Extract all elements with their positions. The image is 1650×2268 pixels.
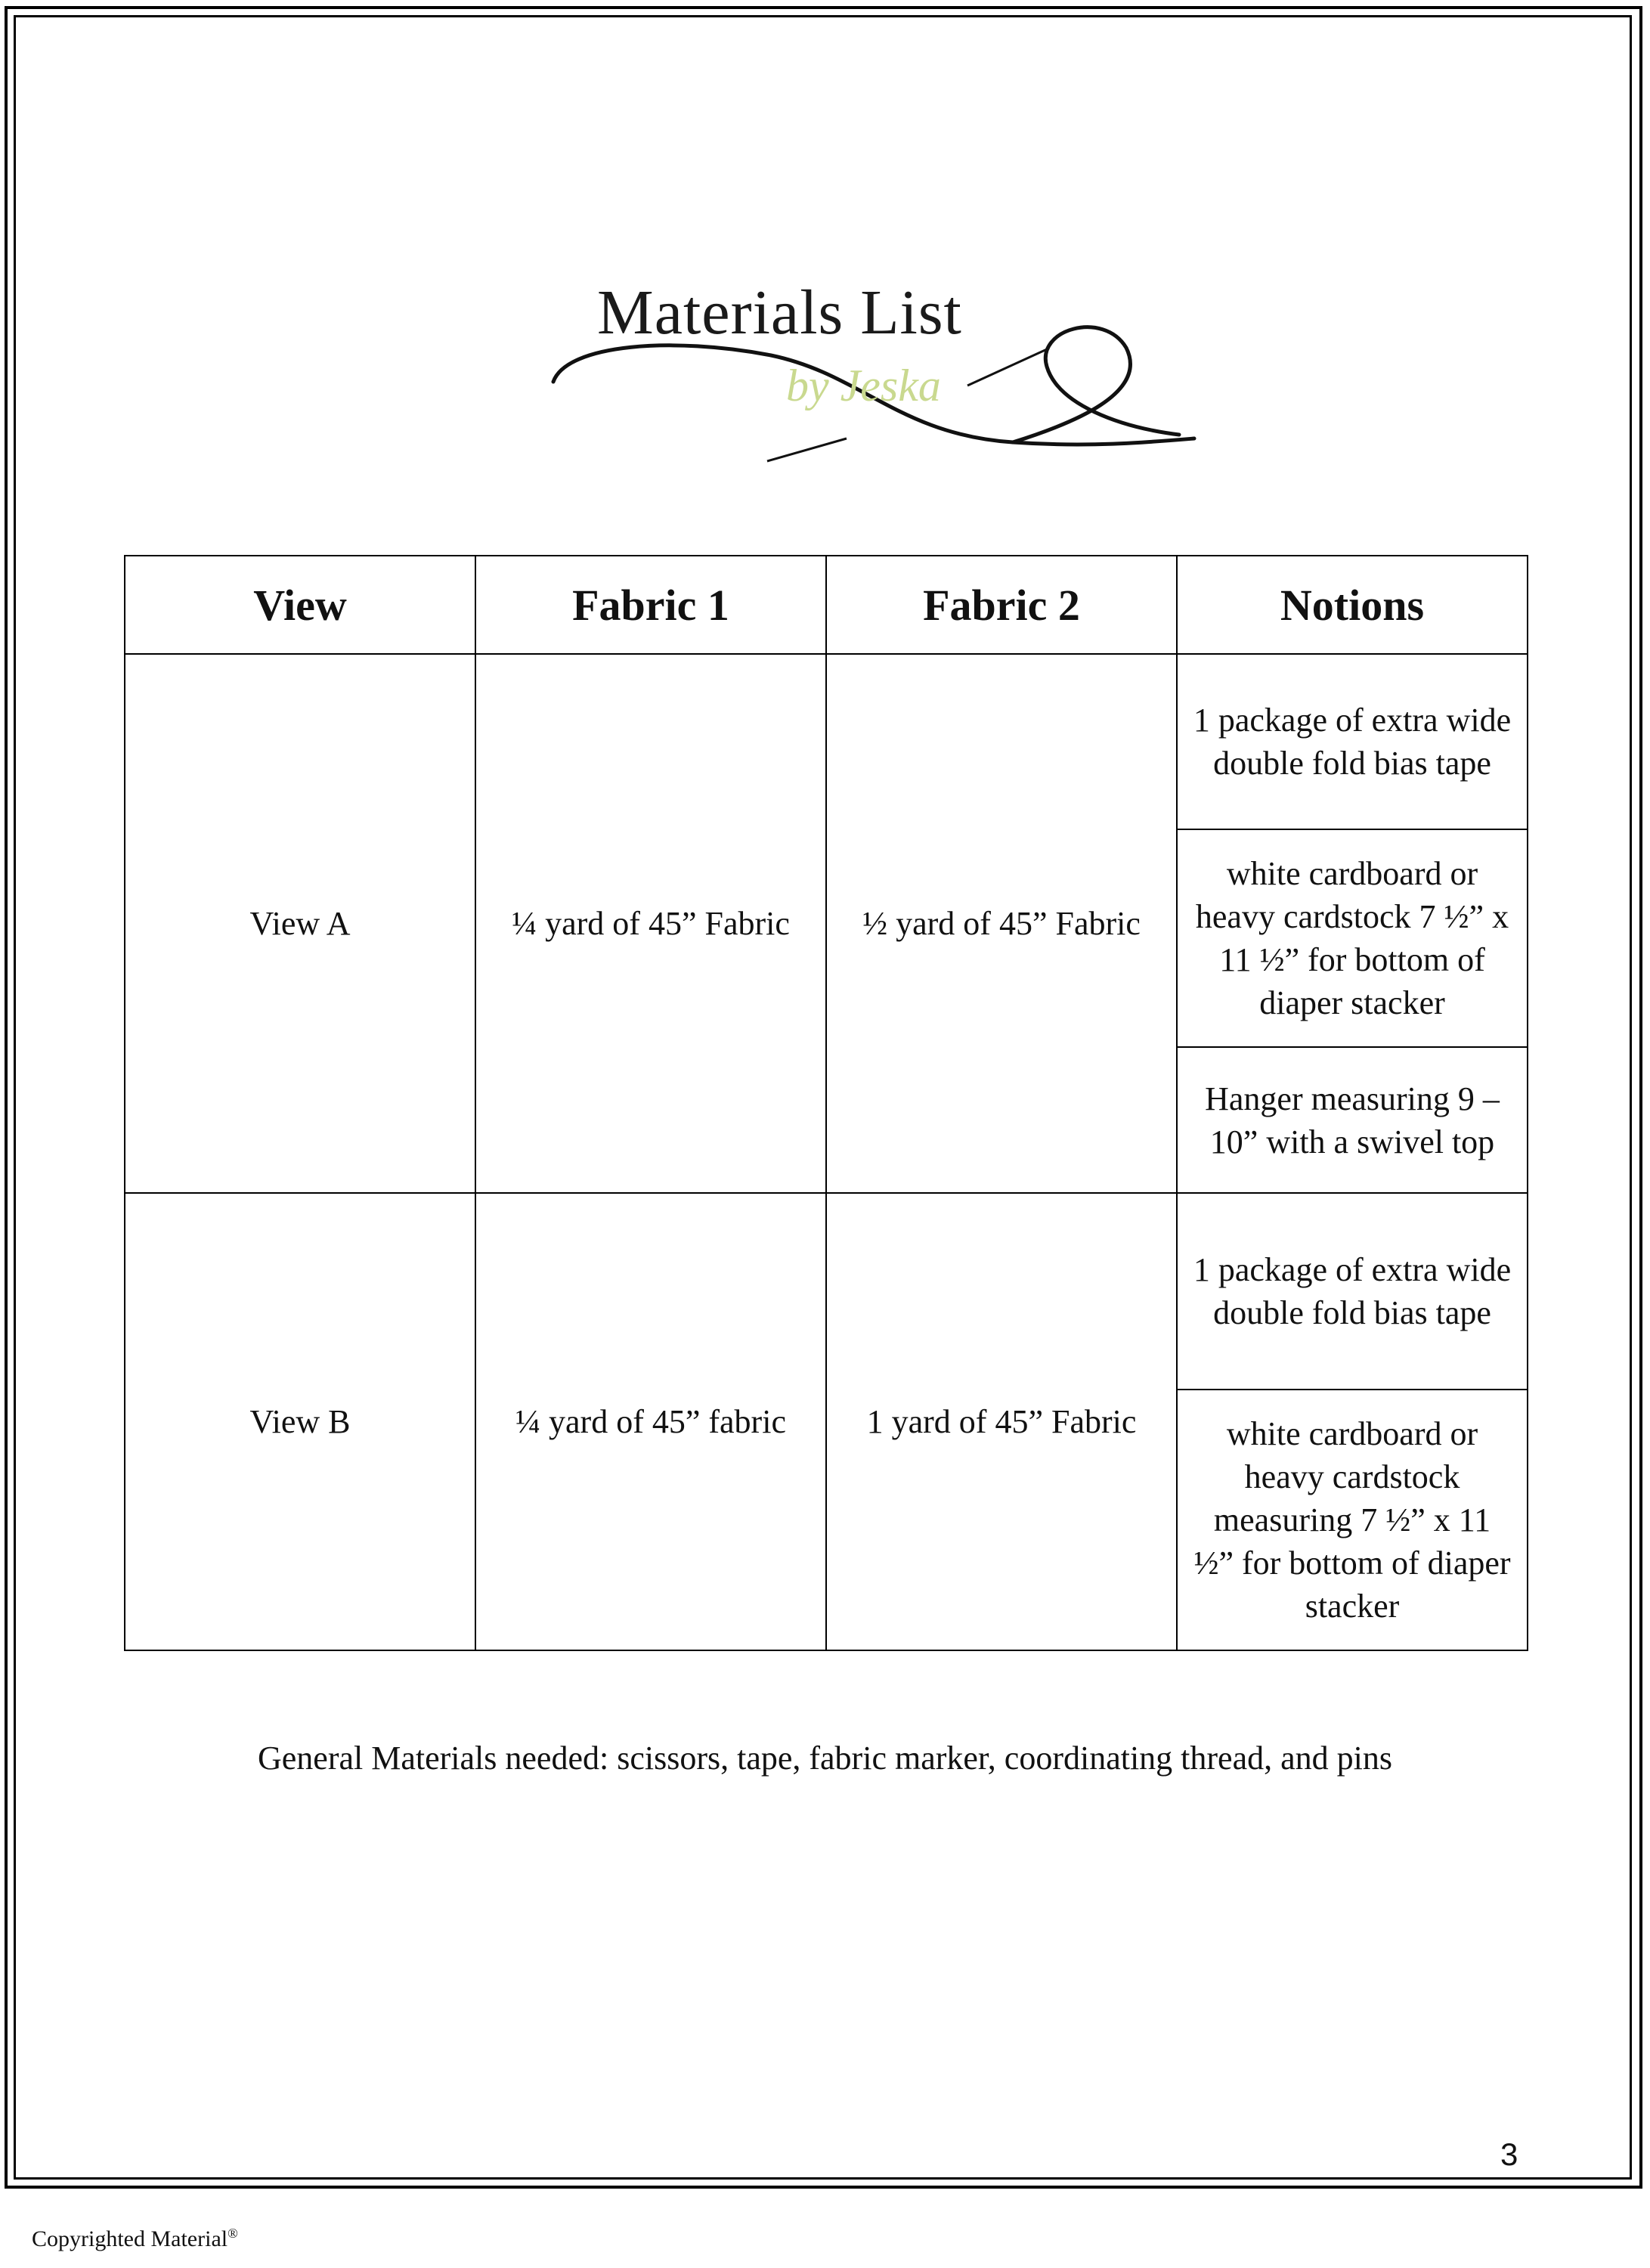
general-materials-note: General Materials needed: scissors, tape, fabric marker, coordinating thread, and pins [257, 1740, 1392, 1777]
header-fabric-2: Fabric 2 [826, 556, 1177, 654]
notion-cell: 1 package of extra wide double fold bias tape [1177, 1193, 1528, 1390]
copyright-notice [32, 2226, 238, 2252]
fabric2-cell: 1 yard of 45” Fabric [826, 1193, 1177, 1650]
table-row [125, 654, 1528, 829]
header-view: View [125, 556, 475, 654]
materials-table [124, 555, 1528, 1651]
registered-mark: ® [228, 2226, 238, 2241]
table-row [125, 1193, 1528, 1390]
notion-cell: Hanger measuring 9 – 10” with a swivel top [1177, 1047, 1528, 1193]
notion-cell: white cardboard or heavy cardstock measuring 7 ½” x 11 ½” for bottom of diaper stacker [1177, 1390, 1528, 1650]
logo-title: Materials List [597, 277, 962, 348]
view-cell: View A [125, 654, 475, 1193]
logo-subtitle: by Jeska [786, 361, 941, 411]
copyright-text: Copyrighted Material [32, 2226, 228, 2251]
needle-icon [767, 438, 847, 461]
header-notions: Notions [1177, 556, 1528, 654]
fabric2-cell: ½ yard of 45” Fabric [826, 654, 1177, 1193]
header-fabric-1: Fabric 1 [475, 556, 826, 654]
notion-cell: 1 package of extra wide double fold bias tape [1177, 654, 1528, 829]
table-header-row [125, 556, 1528, 654]
view-cell: View B [125, 1193, 475, 1650]
page-number: 3 [1500, 2136, 1518, 2172]
fabric1-cell: ¼ yard of 45” fabric [475, 1193, 826, 1650]
notion-cell: white cardboard or heavy cardstock 7 ½” x 11 ½” for bottom of diaper stacker [1177, 829, 1528, 1047]
fabric1-cell: ¼ yard of 45” Fabric [475, 654, 826, 1193]
